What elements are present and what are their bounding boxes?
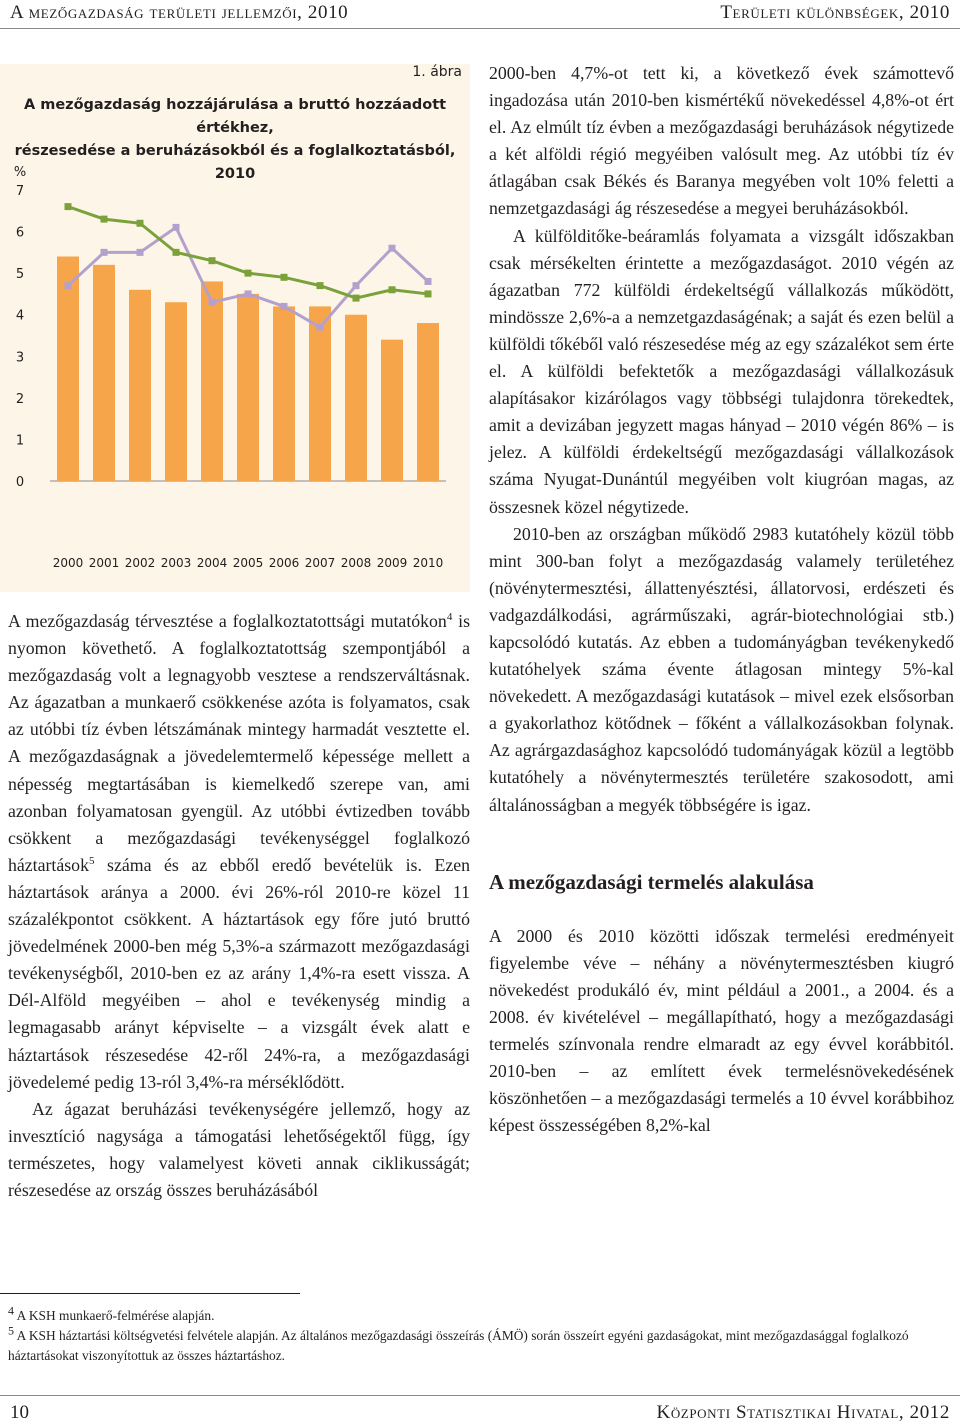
text-run: is nyomon követhető. A foglalkoztatottság szempontjából a mezőgazdaság volt a legnagyobb vesztese a rendszerváltásnak. Az ágazatban a munkaerő csökkenése azóta is folyamatos, csak az utóbbi tíz évben létszámának mintegy harmadát vesztette el. A mezőgazdaságnak a jövedelemtermelő képessége mellett a népesség megtartásában is kiemelkedő szerepe van, ami azonban folyamatosan gyengül. Az utóbbi évtizedben tovább csökkent a mezőgazdasági tevékenységgel foglalkozó háztartások <box>8 611 470 875</box>
bar-gva-share <box>201 281 223 481</box>
marker-employment <box>137 220 144 227</box>
y-axis-unit-label: % <box>13 165 27 180</box>
bar-gva-share <box>237 294 259 481</box>
x-tick-label: 2008 <box>340 556 372 570</box>
bar-gva-share <box>345 315 367 481</box>
y-tick-label: 2 <box>15 391 25 407</box>
figure-title-line-2: részesedése a beruházásokból és a foglalkoztatásból, 2010 <box>14 143 456 182</box>
marker-employment <box>173 249 180 256</box>
right-text-column <box>489 60 954 1139</box>
marker-investment <box>317 324 324 331</box>
footnote-number: 5 <box>8 1323 14 1338</box>
x-tick-label: 2001 <box>88 556 120 570</box>
footnote <box>8 1323 956 1366</box>
footnote <box>8 1303 956 1326</box>
marker-investment <box>65 282 72 289</box>
marker-employment <box>353 295 360 302</box>
x-tick-label: 2000 <box>52 556 84 570</box>
marker-investment <box>353 282 360 289</box>
header-divider <box>0 28 960 29</box>
marker-employment <box>209 257 216 264</box>
figure-1 <box>0 64 470 592</box>
combo-chart <box>0 64 470 592</box>
bar-gva-share <box>129 290 151 481</box>
paragraph: A külfölditőke-beáramlás folyamata a vizsgált időszakban csak mérsékelten érintette a mezőgazdaságot. 2010 végén az ágazatban 772 külföldi érdekeltségű vállalkozás működött, mindössze 2,6%-a a nemzetgazdaságénak; a saját és ezen belül a külföldi tőkéből való részesedése még az egy százalékot sem érte el. A külföldi befektetők a mezőgazdasági vállalkozásuk alapításakor kizárólagos vagy többségi tulajdonra törekedtek, amit a devizában jegyzett magas hányad – 2010 végén 86% – is jelez. A külföldi érdekeltségű mezőgazdasági vállalkozások száma Nyugat-Dunántúl megyéiben volt kiugróan magas, az összesnek közel négytizede. <box>489 225 954 517</box>
paragraph: 2010-ben az országban működő 2983 kutatóhely közül több mint 300-ban folyt a mezőgazdaság valamely területéhez (növénytermesztési, állattenyésztési, állatorvosi, erdészeti és vadgazdálkodási, agrárműszaki, agrár-biotechnológiai stb.) kapcsolódó kutatás. Az ebben a tudományágban tevékenykedő kutatóhelyek száma évente átlagosan mintegy 5%-kal növekedett. A mezőgazdasági kutatások – mivel ezek elsősorban a gyakorlathoz kötődnek – főként a vállalkozásokban folynak. Az agrárgazdasághoz kapcsolódó tudományágak közül a legtöbb kutatóhely a növénytermesztés területére szakosodott, ami általánosságban a megyék többségére is igaz. <box>489 523 954 815</box>
x-tick-label: 2005 <box>232 556 264 570</box>
x-tick-label: 2007 <box>304 556 336 570</box>
running-header-left: A mezőgazdaság területi jellemzői, 2010 <box>10 2 349 23</box>
marker-investment <box>101 249 108 256</box>
marker-employment <box>389 286 396 293</box>
text-run: száma és az ebből eredő bevételük is. Ezen háztartások aránya a 2000. évi 26%-ról 2010-re közel 11 százalékpontot csökkent. A háztartások egy főre jutó bruttó jövedelmének 2000-ben még 5,3%-a származott mezőgazdasági tevékenységből, 2010-ben ez az arány 1,4%-ra esett vissza. A Dél-Alföld megyéiben – ahol e tevékenység mindig a legmagasabb arányt képviselte – a vizsgált évek alatt e háztartások részesedése 42-ről 24%-ra, a mezőgazdasági jövedelemé pedig 13-ról 3,4%-ra mérséklődött. <box>8 854 470 1092</box>
footnotes <box>8 1303 956 1366</box>
bar-gva-share <box>417 323 439 481</box>
publisher: Központi Statisztikai Hivatal, 2012 <box>656 1402 950 1423</box>
marker-employment <box>425 290 432 297</box>
footnote-ref: 4 <box>446 611 453 624</box>
footnote-ref: 5 <box>88 854 95 867</box>
footer-divider <box>0 1395 960 1396</box>
bar-gva-share <box>93 265 115 481</box>
marker-investment <box>425 278 432 285</box>
bar-gva-share <box>165 302 187 481</box>
marker-employment <box>65 203 72 210</box>
y-tick-label: 3 <box>15 350 25 366</box>
footnote-text: A KSH munkaerő-felmérése alapján. <box>14 1308 215 1323</box>
marker-investment <box>173 224 180 231</box>
x-tick-label: 2010 <box>412 556 444 570</box>
marker-investment <box>281 303 288 310</box>
footnote-text: A KSH háztartási költségvetési felvétele alapján. Az általános mezőgazdasági összeírás (ÁMÖ) során összeírt egyéni gazdaságokat, mint mezőgazdasággal foglalkozó háztartásokat viszonyítottuk az összes háztartáshoz. <box>8 1328 909 1363</box>
spacer <box>489 819 954 869</box>
page-number: 10 <box>10 1402 29 1423</box>
y-tick-label: 6 <box>15 225 25 241</box>
y-tick-label: 4 <box>15 308 25 324</box>
marker-investment <box>245 290 252 297</box>
marker-investment <box>137 249 144 256</box>
bar-gva-share <box>381 340 403 481</box>
x-tick-label: 2003 <box>160 556 192 570</box>
marker-employment <box>101 216 108 223</box>
marker-employment <box>245 270 252 277</box>
marker-employment <box>317 282 324 289</box>
bar-gva-share <box>273 306 295 481</box>
marker-employment <box>281 274 288 281</box>
running-header-right: Területi különbségek, 2010 <box>720 2 950 23</box>
x-tick-label: 2002 <box>124 556 156 570</box>
section-heading: A mezőgazdasági termelés alakulása <box>489 869 814 894</box>
figure-title-line-1: A mezőgazdaság hozzájárulása a bruttó hozzáadott értékhez, <box>23 97 447 136</box>
paragraph: Az ágazat beruházási tevékenységére jellemző, hogy az invesztíció nagysága a támogatási lehetőségektől függ, így természetes, hogy valamelyest követi annak ciklikusságát; részesedése az ország összes beruházásából <box>8 1098 470 1200</box>
footnote-number: 4 <box>8 1303 14 1318</box>
marker-investment <box>209 299 216 306</box>
x-tick-label: 2004 <box>196 556 228 570</box>
y-tick-label: 7 <box>15 184 25 199</box>
x-tick-label: 2006 <box>268 556 300 570</box>
paragraph <box>8 608 470 1096</box>
text-run: A mezőgazdaság térvesztése a foglalkoztatottsági mutatókon <box>8 611 447 631</box>
x-tick-label: 2009 <box>376 556 408 570</box>
figure-label: 1. ábra <box>412 64 462 80</box>
y-tick-label: 0 <box>15 475 25 490</box>
y-tick-label: 1 <box>15 433 25 449</box>
bar-gva-share <box>57 257 79 481</box>
marker-investment <box>389 245 396 252</box>
footnote-divider <box>0 1293 300 1294</box>
spacer <box>489 896 954 923</box>
bar-gva-share <box>309 306 331 481</box>
left-text-column <box>8 608 470 1204</box>
paragraph: 2000-ben 4,7%-ot tett ki, a következő évek számottevő ingadozása után 2010-ben kismértékű növekedéssel 4,8%-ot ért el. Az elmúlt tíz évben a mezőgazdasági beruházások négytizede a két alföldi régió megyéiben valósult meg. Az utóbbi tíz év átlagában csak Békés és Baranya megyében volt 10% feletti a nemzetgazdasági ág részesedése a megyei beruházásokból. <box>489 63 954 219</box>
paragraph: A 2000 és 2010 közötti időszak termelési eredményeit figyelembe véve – néhány a növénytermesztésben kiugró növekedést produkáló év, mint például a 2001., a 2004. és a 2008. év kivételével – megállapítható, hogy a mezőgazdasági termelés színvonala rendre elmaradt az egy évvel korábbitól. 2010-ben – az említett évek termelésnövekedésének köszönhetően – a mezőgazdasági termelés a 10 évvel korábbihoz képest összességében 8,2%-kal <box>489 925 954 1136</box>
y-tick-label: 5 <box>15 267 25 283</box>
